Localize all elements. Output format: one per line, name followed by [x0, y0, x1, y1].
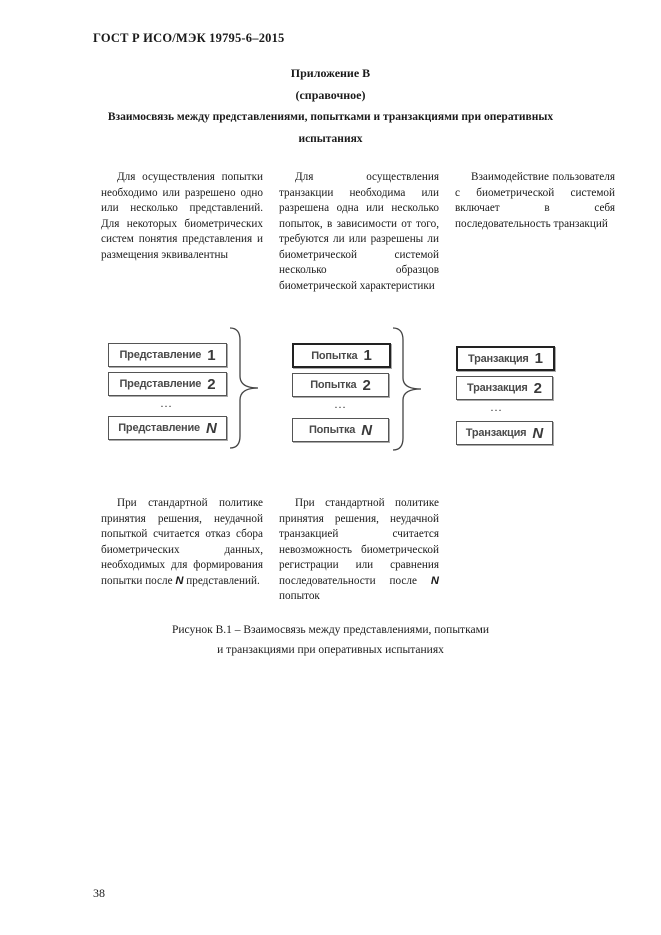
appendix-heading-line2: испытаниях — [298, 133, 363, 145]
transaction-label: Транзакция — [467, 352, 529, 365]
bottom-text-col2 — [279, 496, 439, 605]
attempt-number: 2 — [362, 376, 371, 394]
appendix-heading-line1: Взаимосвязь между представлениями, попытками и транзакциями при оперативных — [107, 111, 554, 123]
attempt-box-1 — [292, 343, 391, 368]
figure-caption-line1: Рисунок В.1 – Взаимосвязь между представлениями, попытками — [171, 624, 490, 636]
figure-caption-line2: и транзакциями при оперативных испытаниях — [217, 644, 444, 656]
brace-presentations-to-attempt — [228, 326, 262, 450]
transaction-label: Транзакция — [465, 427, 527, 439]
presentation-number: N — [205, 419, 217, 437]
transaction-box-n — [456, 421, 553, 445]
bottom-text-col1 — [101, 496, 263, 589]
bottom-text-col2-main: При стандартной политике принятия решения, неудачной транзакцией считается невозможность биометрической регистрации или сравнения последовательности после — [279, 497, 439, 587]
presentation-label: Представление — [118, 422, 200, 434]
bottom-text-col2-end: попыток — [279, 590, 320, 602]
appendix-subtitle: (справочное) — [295, 88, 366, 102]
brace-attempts-to-transaction — [391, 326, 425, 452]
presentation-label: Представление — [119, 349, 202, 361]
transaction-number: 2 — [533, 379, 542, 397]
transaction-box-1 — [456, 346, 555, 371]
attempt-number: N — [361, 421, 373, 439]
attempt-label: Попытка — [310, 379, 357, 391]
transaction-ellipsis: … — [490, 400, 502, 414]
attempt-box-2 — [292, 373, 389, 397]
presentation-box-1 — [108, 343, 227, 367]
n-symbol: N — [430, 574, 439, 587]
transaction-box-2 — [456, 376, 553, 400]
attempt-ellipsis: … — [334, 397, 346, 411]
transaction-label: Транзакция — [466, 382, 528, 394]
presentation-number: 1 — [207, 346, 216, 364]
presentation-label: Представление — [119, 378, 202, 390]
top-text-col3: Взаимодействие пользователя с биометрической системой включает в себя последовательность транзакций — [455, 171, 615, 230]
standard-header: ГОСТ Р ИСО/МЭК 19795-6–2015 — [93, 31, 285, 45]
top-text-col2: Для осуществления транзакции необходима или разрешена одна или несколько попыток, в зависимости от того, требуются ли или разрешены ли биометрической системой несколько образцов биометрической характеристики — [279, 171, 439, 292]
attempt-label: Попытка — [311, 349, 358, 362]
page-number: 38 — [93, 886, 105, 900]
attempt-label: Попытка — [308, 424, 356, 436]
presentation-ellipsis: … — [160, 396, 172, 410]
presentation-box-2 — [108, 372, 227, 396]
appendix-title: Приложение В — [290, 66, 371, 80]
bottom-text-col1-main: При стандартной политике принятия решения, неудачной попыткой считается отказ сбора биометрических данных, необходимых для формирования попытки после — [101, 497, 263, 587]
top-text-col1: Для осуществления попытки необходимо или разрешено одно или несколько представлений. Для некоторых биометрических систем понятия представления и размещения эквивалентны — [101, 171, 263, 261]
attempt-number: 1 — [363, 347, 372, 364]
presentation-box-n — [108, 416, 227, 440]
attempt-box-n — [292, 418, 389, 442]
transaction-number: 1 — [534, 350, 543, 367]
transaction-number: N — [532, 424, 544, 442]
presentation-number: 2 — [207, 375, 216, 393]
bottom-text-col1-end: представлений. — [186, 574, 260, 587]
n-symbol: N — [175, 574, 184, 587]
